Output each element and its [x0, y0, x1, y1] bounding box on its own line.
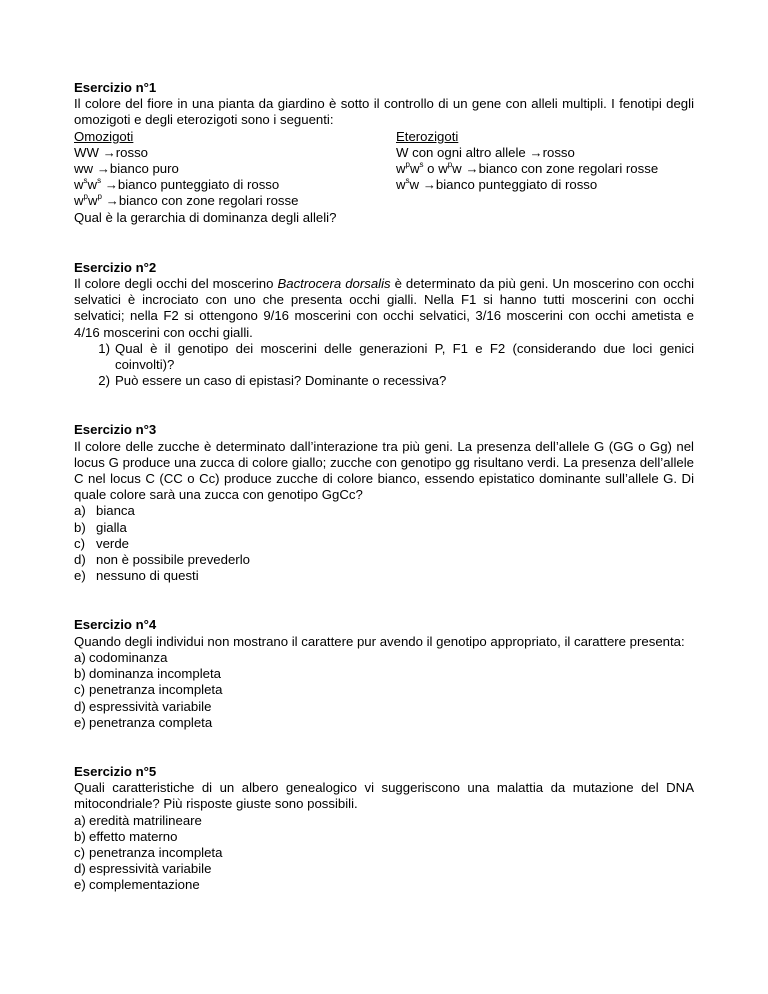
- arrow-icon: →: [422, 177, 436, 193]
- list-item: e) penetranza completa: [74, 714, 213, 730]
- list-item: a) codominanza: [74, 649, 168, 665]
- homozygote-row: $w^sw^s$ →bianco punteggiato di rosso: [74, 175, 280, 193]
- arrow-icon: →: [104, 177, 118, 193]
- homozygotes-column: [74, 129, 396, 210]
- exercise-2-questions: [74, 341, 694, 390]
- list-item: d) espressività variabile: [74, 861, 212, 877]
- arrow-icon: →: [105, 193, 119, 209]
- list-item: b) gialla: [74, 519, 127, 535]
- arrow-icon: →: [465, 161, 479, 177]
- list-item: d) non è possibile prevederlo: [74, 552, 250, 568]
- arrow-icon: →: [529, 144, 543, 160]
- homozygote-row: ww →bianco puro: [74, 161, 179, 177]
- genotype-table: [74, 129, 694, 210]
- homozygotes-header: Omozigoti: [74, 128, 134, 144]
- heterozygote-row: $w^sw$ →bianco punteggiato di rosso: [396, 175, 598, 193]
- list-item: b) dominanza incompleta: [74, 666, 221, 682]
- list-item: c) penetranza incompleta: [74, 682, 223, 698]
- exercise-1-title: Esercizio n°1: [74, 80, 157, 95]
- heterozygote-row: $w^pw^s$ o $w^pw$ →bianco con zone regolari rosse: [396, 159, 659, 177]
- exercise-5-options: [74, 813, 694, 894]
- list-item: e) complementazione: [74, 877, 200, 893]
- exercise-1-intro: Il colore del fiore in una pianta da giardino è sotto il controllo di un gene con alleli multipli. I fenotipi degli omozigoti e degli eterozigoti sono i seguenti:: [74, 96, 694, 128]
- list-item: e) nessuno di questi: [74, 568, 199, 584]
- list-item: c) verde: [74, 535, 129, 551]
- exercise-4: [74, 617, 694, 730]
- exercise-4-intro: Quando degli individui non mostrano il carattere pur avendo il genotipo appropriato, il carattere presenta:: [74, 633, 685, 649]
- exercise-3-title: Esercizio n°3: [74, 422, 157, 438]
- arrow-icon: →: [96, 161, 110, 177]
- list-item: 1) Qual è il genotipo dei moscerini delle generazioni P, F1 e F2 (considerando due loci genici coinvolti)?: [98, 340, 694, 373]
- exercise-2-title: Esercizio n°2: [74, 259, 157, 275]
- homozygote-row: $w^pw^p$ →bianco con zone regolari rosse: [74, 192, 299, 209]
- exercise-5-intro: Quali caratteristiche di un albero genealogico vi suggeriscono una malattia da mutazione del DNA mitocondriale? Più risposte giuste sono possibili.: [74, 780, 694, 812]
- species-name: Bactrocera dorsalis: [277, 276, 391, 292]
- list-item: b) effetto materno: [74, 828, 178, 844]
- exercise-3: [74, 422, 694, 584]
- arrow-icon: →: [102, 144, 116, 160]
- spacer: [74, 389, 694, 422]
- document-content: [74, 80, 694, 894]
- spacer: [74, 584, 694, 617]
- spacer: [74, 226, 694, 260]
- heterozygotes-header: Eterozigoti: [396, 128, 459, 144]
- list-item: a) bianca: [74, 503, 135, 519]
- exercise-2-intro: Il colore degli occhi del moscerino Bactrocera dorsalis è determinato da più geni. Un moscerino con occhi selvatici è incrociato con uno che presenta occhi gialli. Nella F1 si hanno tutti moscerini con occhi selvatici; nella F2 si ottengono 9/16 moscerini con occhi selvatici, 3/16 moscerini con occhi ametista e 4/16 moscerini con occhi gialli.: [74, 276, 694, 340]
- list-item: 2) Può essere un caso di epistasi? Dominante o recessiva?: [98, 373, 447, 389]
- homozygote-row: WW →rosso: [74, 144, 149, 160]
- exercise-1-question: Qual è la gerarchia di dominanza degli alleli?: [74, 209, 337, 225]
- spacer: [74, 731, 694, 764]
- heterozygote-row: W con ogni altro allele →rosso: [396, 144, 575, 160]
- exercise-1: [74, 80, 694, 226]
- exercise-3-options: [74, 503, 694, 584]
- exercise-3-intro: Il colore delle zucche è determinato dall’interazione tra più geni. La presenza dell’allele G (GG o Gg) nel locus G produce una zucca di colore giallo; zucche con genotipo gg risultano verdi. La presenza dell’allele C nel locus C (CC o Cc) produce zucche di colore bianco, essendo epistatico dominante sull’allele G. Di quale colore sarà una zucca con genotipo GgCc?: [74, 438, 694, 503]
- exercise-2: [74, 260, 694, 390]
- exercise-4-title: Esercizio n°4: [74, 617, 157, 633]
- exercise-5-title: Esercizio n°5: [74, 763, 157, 779]
- exercise-4-options: [74, 650, 694, 731]
- list-item: a) eredità matrilineare: [74, 812, 202, 828]
- list-item: c) penetranza incompleta: [74, 844, 223, 860]
- exercise-5: [74, 764, 694, 894]
- list-item: d) espressività variabile: [74, 698, 212, 714]
- heterozygotes-column: [396, 129, 694, 210]
